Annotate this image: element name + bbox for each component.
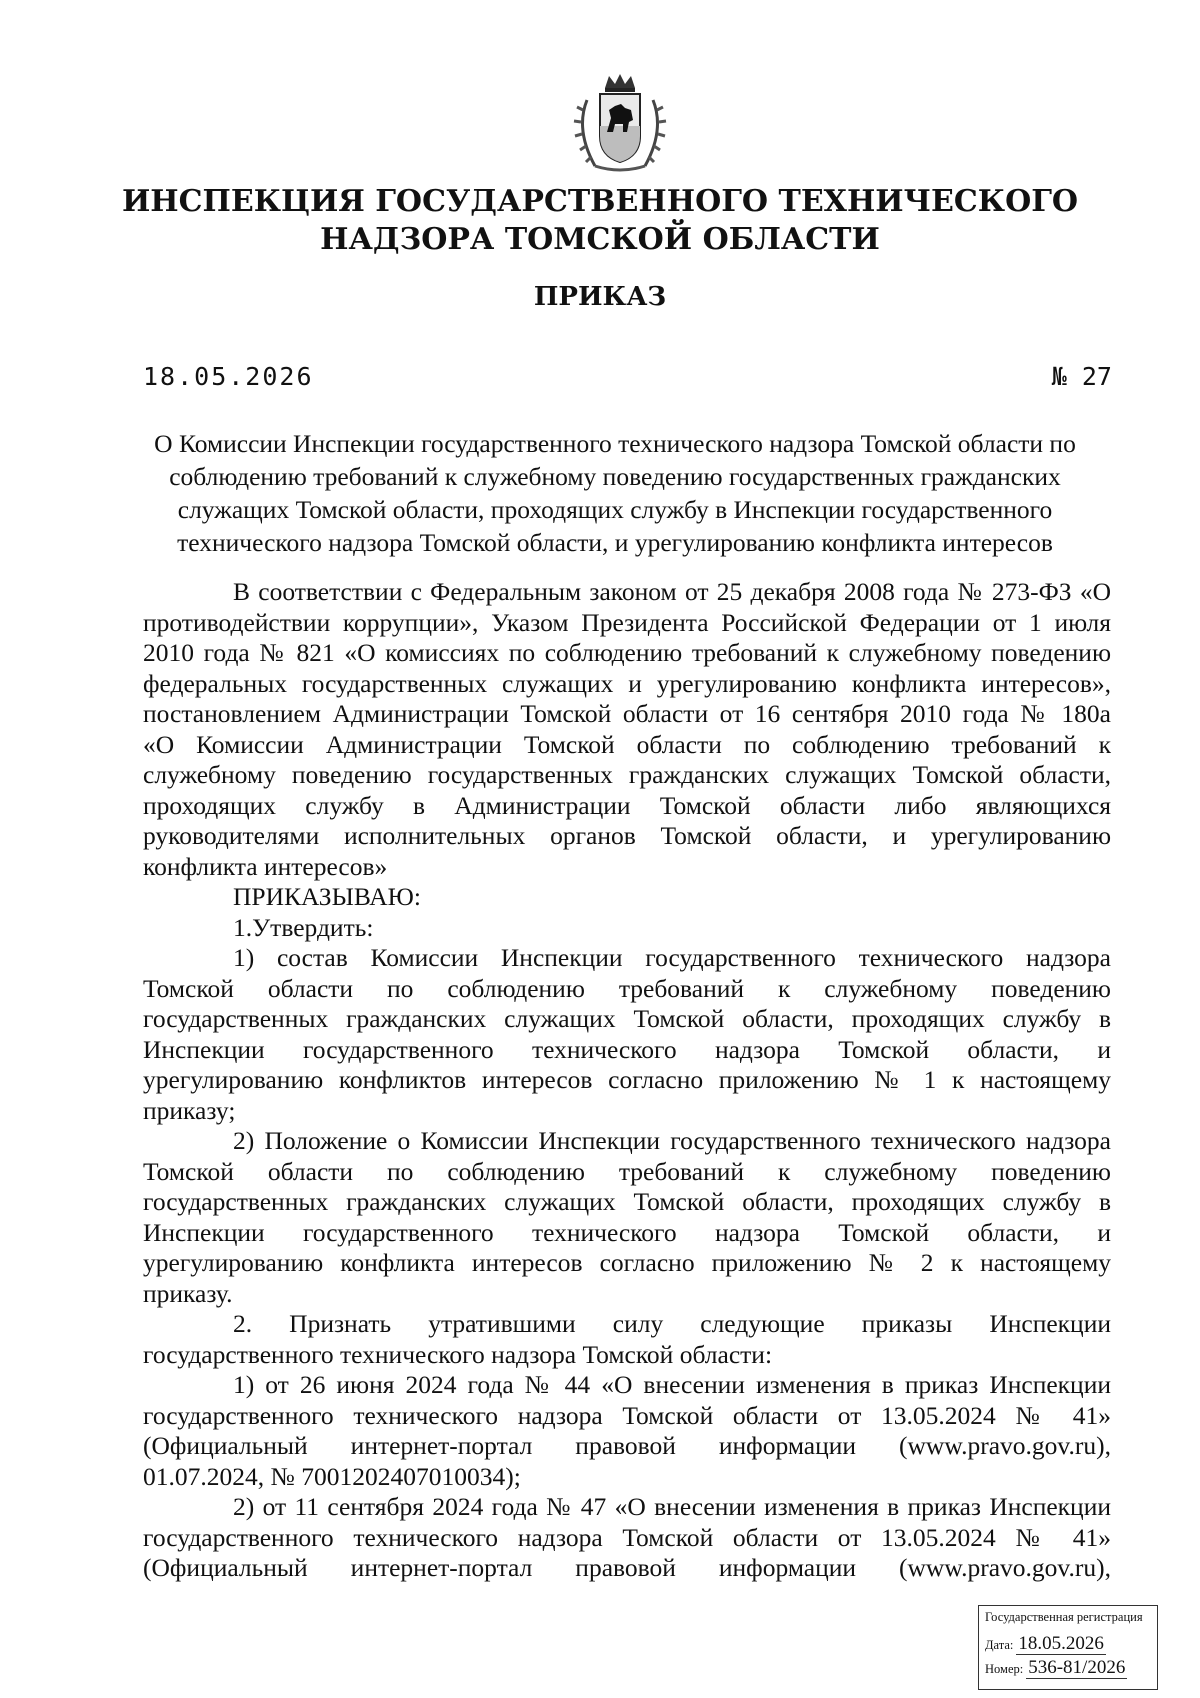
body-line: В соответствии с Федеральным законом от 25 декабря 2008 года № 273-ФЗ «О <box>233 577 1111 606</box>
document-number: № 27 <box>1051 362 1112 391</box>
subject-line: служащих Томской области, проходящих службу в Инспекции государственного <box>177 495 1053 524</box>
document-subject <box>130 427 1100 559</box>
subject-line: соблюдению требований к служебному поведению государственных гражданских <box>169 462 1061 491</box>
body-line: 1) от 26 июня 2024 года № 44 «О внесении изменения в приказ Инспекции <box>233 1370 1111 1399</box>
organization-title <box>100 183 1100 259</box>
coat-of-arms-icon <box>565 70 675 180</box>
body-line: государственных гражданских служащих Томской области, проходящих службу в <box>143 1187 1111 1216</box>
organization-title-line-1: ИНСПЕКЦИЯ ГОСУДАРСТВЕННОГО ТЕХНИЧЕСКОГО <box>121 184 1079 219</box>
stamp-number-label: Номер: <box>985 1662 1024 1676</box>
body-line: «О Комиссии Администрации Томской области по соблюдению требований к <box>143 729 1111 759</box>
body-line: Инспекции государственного технического надзора Томской области, и <box>143 1034 1111 1064</box>
body-line: 1) состав Комиссии Инспекции государственного технического надзора <box>233 943 1111 972</box>
body-line: 2010 года № 821 «О комиссиях по соблюдению требований к служебному поведению <box>143 638 1111 667</box>
body-line: 2. Признать утратившими силу следующие приказы Инспекции <box>233 1309 1111 1338</box>
body-line: 1.Утвердить: <box>233 912 374 942</box>
body-line: государственного технического надзора Томской области: <box>143 1339 773 1369</box>
body-line: конфликта интересов» <box>143 851 388 881</box>
body-line: урегулированию конфликта интересов согласно приложению № 2 к настоящему <box>143 1248 1111 1277</box>
body-line: Инспекции государственного технического надзора Томской области, и <box>143 1217 1111 1247</box>
body-line: постановлением Администрации Томской области от 16 сентября 2010 года № 180а <box>143 699 1111 728</box>
organization-title-line-2: НАДЗОРА ТОМСКОЙ ОБЛАСТИ <box>320 222 880 257</box>
body-line: государственного технического надзора Томской области от 13.05.2024 № 41» <box>143 1522 1111 1552</box>
stamp-date-row <box>985 1634 1151 1658</box>
stamp-date-value: 18.05.2026 <box>1018 1633 1104 1654</box>
body-line: Томской области по соблюдению требований к служебному поведению <box>143 1156 1111 1186</box>
document-type: ПРИКАЗ <box>533 282 667 312</box>
body-line: приказу. <box>143 1278 233 1308</box>
body-line: 2) от 11 сентября 2024 года № 47 «О внесении изменения в приказ Инспекции <box>233 1492 1111 1521</box>
stamp-number-row <box>985 1658 1151 1682</box>
body-line: федеральных государственных служащих и урегулированию конфликта интересов», <box>143 668 1111 698</box>
subject-line: технического надзора Томской области, и урегулированию конфликта интересов <box>177 528 1053 557</box>
document-body <box>143 577 1111 1584</box>
subject-line: О Комиссии Инспекции государственного технического надзора Томской области по <box>154 429 1076 458</box>
body-line: проходящих службу в Администрации Томской области либо являющихся <box>143 790 1111 820</box>
body-line: приказу; <box>143 1095 236 1125</box>
stamp-title-row <box>985 1610 1151 1634</box>
body-line: 2) Положение о Комиссии Инспекции государственного технического надзора <box>233 1126 1111 1155</box>
stamp-number-value: 536-81/2026 <box>1028 1657 1126 1678</box>
body-line: руководителями исполнительных органов Томской области, и урегулированию <box>143 821 1111 850</box>
body-line: (Официальный интернет-портал правовой информации (www.pravo.gov.ru), <box>143 1553 1111 1582</box>
registration-stamp <box>978 1605 1158 1690</box>
stamp-date-label: Дата: <box>985 1638 1014 1652</box>
body-line: 01.07.2024, № 7001202407010034); <box>143 1461 521 1491</box>
body-line: служебному поведению государственных гражданских служащих Томской области, <box>143 760 1111 789</box>
body-line: (Официальный интернет-портал правовой информации (www.pravo.gov.ru), <box>143 1431 1111 1460</box>
stamp-title: Государственная регистрация <box>985 1610 1143 1624</box>
body-line: ПРИКАЗЫВАЮ: <box>233 882 421 911</box>
document-date: 18.05.2026 <box>143 362 314 391</box>
body-line: противодействии коррупции», Указом Президента Российской Федерации от 1 июля <box>143 607 1111 637</box>
body-line: Томской области по соблюдению требований к служебному поведению <box>143 973 1111 1003</box>
body-line: урегулированию конфликтов интересов согласно приложению № 1 к настоящему <box>143 1065 1111 1094</box>
body-line: государственных гражданских служащих Томской области, проходящих службу в <box>143 1004 1111 1033</box>
body-line: государственного технического надзора Томской области от 13.05.2024 № 41» <box>143 1400 1111 1430</box>
